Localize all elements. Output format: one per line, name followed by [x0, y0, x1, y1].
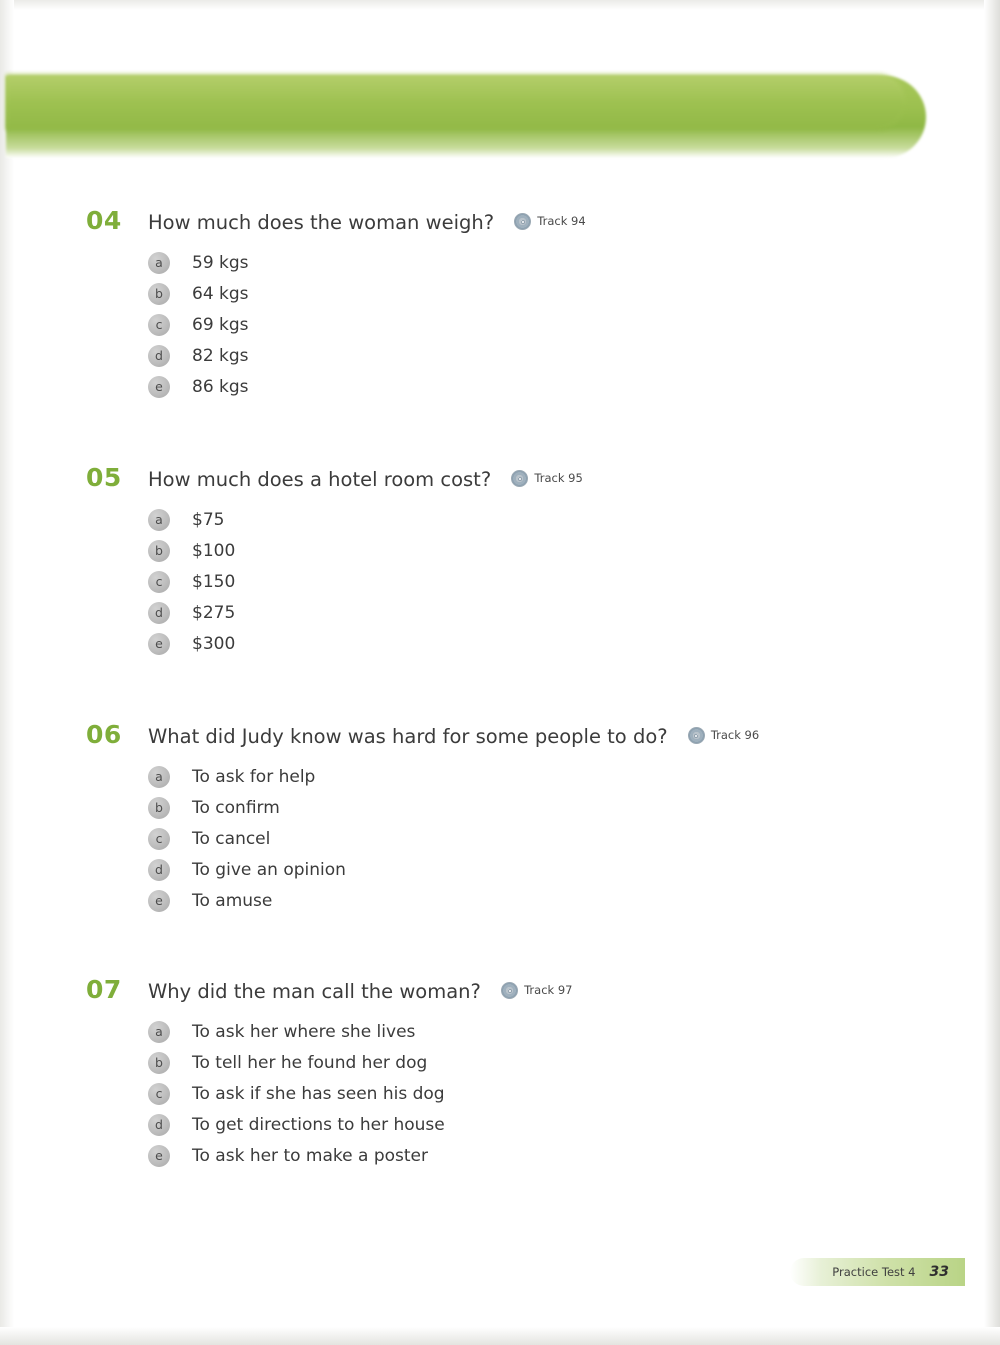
option-label: 64 kgs — [192, 283, 249, 304]
track-label: Track 96 — [710, 728, 760, 743]
option-label: $150 — [192, 571, 236, 592]
option-letter: b — [148, 1052, 170, 1074]
option-row[interactable] — [148, 1047, 946, 1078]
page-footer — [790, 1258, 965, 1286]
option-letter: a — [148, 766, 170, 788]
track-marker — [511, 470, 582, 487]
cd-icon — [501, 982, 518, 999]
option-label: To ask if she has seen his dog — [192, 1083, 445, 1104]
question-number: 05 — [86, 463, 122, 492]
question-block — [86, 722, 946, 916]
option-letter: c — [148, 571, 170, 593]
option-letter: b — [148, 283, 170, 305]
option-letter: a — [148, 252, 170, 274]
option-row[interactable] — [148, 278, 946, 309]
question-heading — [86, 722, 946, 747]
option-row[interactable] — [148, 504, 946, 535]
question-heading — [86, 465, 946, 490]
option-row[interactable] — [148, 854, 946, 885]
question-text — [148, 726, 759, 747]
option-label: $100 — [192, 540, 236, 561]
option-letter: d — [148, 602, 170, 624]
option-row[interactable] — [148, 1109, 946, 1140]
question-prompt: What did Judy know was hard for some people to do? — [148, 725, 668, 748]
page-edge-shadow-right — [984, 0, 1000, 1345]
track-marker — [514, 213, 585, 230]
option-row[interactable] — [148, 597, 946, 628]
option-letter: c — [148, 828, 170, 850]
options-list — [148, 1016, 946, 1171]
option-label: 69 kgs — [192, 314, 249, 335]
option-letter: a — [148, 509, 170, 531]
cd-icon — [514, 213, 531, 230]
option-label: To ask her where she lives — [192, 1021, 416, 1042]
option-label: 82 kgs — [192, 345, 249, 366]
question-number: 07 — [86, 975, 122, 1004]
question-block — [86, 465, 946, 659]
track-marker — [688, 727, 759, 744]
track-marker — [501, 982, 572, 999]
header-banner-highlight — [6, 74, 906, 130]
option-row[interactable] — [148, 761, 946, 792]
question-text — [148, 981, 572, 1002]
option-letter: c — [148, 1083, 170, 1105]
question-prompt: How much does the woman weigh? — [148, 211, 495, 234]
option-row[interactable] — [148, 309, 946, 340]
option-label: To get directions to her house — [192, 1114, 445, 1135]
option-label: 59 kgs — [192, 252, 249, 273]
options-list — [148, 247, 946, 402]
question-block — [86, 977, 946, 1171]
page-edge-shadow-bottom — [0, 1327, 1000, 1345]
track-label: Track 95 — [534, 471, 583, 486]
option-letter: b — [148, 540, 170, 562]
question-prompt: Why did the man call the woman? — [148, 980, 481, 1003]
option-label: $300 — [192, 633, 236, 654]
option-row[interactable] — [148, 247, 946, 278]
option-letter: e — [148, 633, 170, 655]
option-label: $275 — [192, 602, 236, 623]
page-number: 33 — [929, 1264, 949, 1280]
question-heading — [86, 977, 946, 1002]
option-row[interactable] — [148, 566, 946, 597]
option-row[interactable] — [148, 535, 946, 566]
options-list — [148, 761, 946, 916]
option-row[interactable] — [148, 340, 946, 371]
option-row[interactable] — [148, 1078, 946, 1109]
option-label: To ask her to make a poster — [192, 1145, 428, 1166]
option-letter: e — [148, 1145, 170, 1167]
option-letter: d — [148, 345, 170, 367]
page-edge-shadow-top — [0, 0, 1000, 10]
option-label: To ask for help — [192, 766, 316, 787]
option-row[interactable] — [148, 628, 946, 659]
question-text — [148, 469, 583, 490]
question-number: 04 — [86, 206, 122, 235]
question-number: 06 — [86, 720, 122, 749]
option-label: To tell her he found her dog — [192, 1052, 428, 1073]
cd-icon — [511, 470, 528, 487]
option-letter: e — [148, 890, 170, 912]
option-letter: b — [148, 797, 170, 819]
option-label: To give an opinion — [192, 859, 346, 880]
option-row[interactable] — [148, 371, 946, 402]
question-block — [86, 208, 946, 402]
option-letter: e — [148, 376, 170, 398]
cd-icon — [688, 727, 705, 744]
page-edge-shadow-left — [0, 0, 14, 1345]
option-row[interactable] — [148, 823, 946, 854]
option-letter: d — [148, 859, 170, 881]
option-label: To cancel — [192, 828, 271, 849]
option-label: To amuse — [192, 890, 273, 911]
question-text — [148, 212, 586, 233]
option-row[interactable] — [148, 1016, 946, 1047]
footer-label: Practice Test 4 — [832, 1265, 916, 1279]
option-letter: c — [148, 314, 170, 336]
track-label: Track 97 — [524, 983, 573, 998]
option-letter: d — [148, 1114, 170, 1136]
option-label: $75 — [192, 509, 225, 530]
option-letter: a — [148, 1021, 170, 1043]
option-row[interactable] — [148, 885, 946, 916]
question-heading — [86, 208, 946, 233]
track-label: Track 94 — [537, 214, 586, 229]
options-list — [148, 504, 946, 659]
option-label: To confirm — [192, 797, 280, 818]
question-prompt: How much does a hotel room cost? — [148, 468, 492, 491]
option-row[interactable] — [148, 792, 946, 823]
option-row[interactable] — [148, 1140, 946, 1171]
option-label: 86 kgs — [192, 376, 249, 397]
